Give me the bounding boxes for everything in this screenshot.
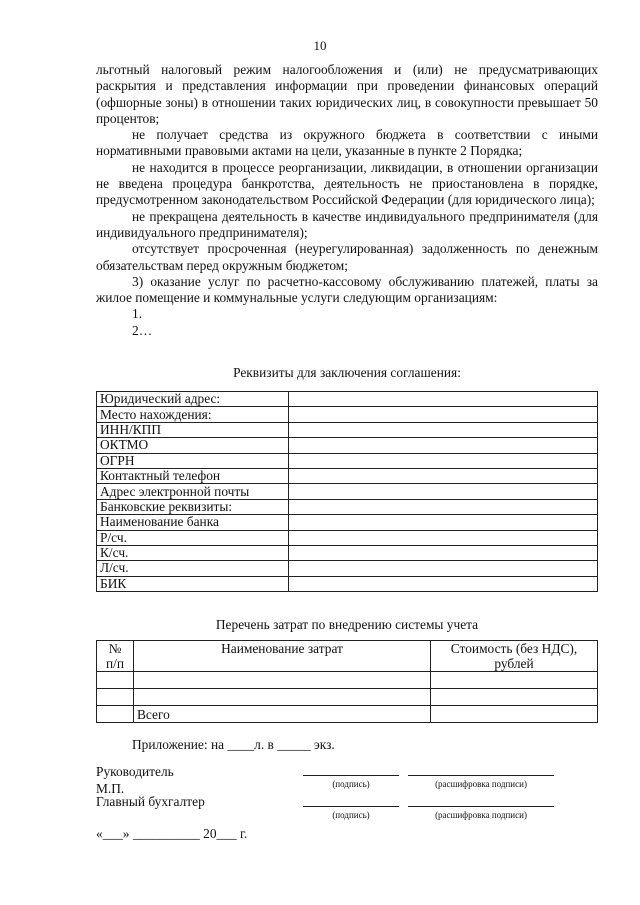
table-row — [97, 545, 598, 560]
table-row — [97, 576, 598, 591]
requisite-value — [289, 468, 598, 483]
head-signature-caption: (подпись) — [332, 779, 370, 789]
requisite-value — [289, 392, 598, 407]
table-row — [97, 672, 598, 689]
requisite-label: БИК — [97, 576, 289, 591]
total-row — [97, 706, 598, 723]
body-text — [96, 62, 598, 339]
requisite-value — [289, 453, 598, 468]
requisite-value — [289, 545, 598, 560]
paragraph-2: не получает средства из окружного бюджета в соответствии с иными нормативными правовыми актами на цели, указанные в пункте 2 Порядка; — [96, 127, 598, 159]
requisite-label: К/сч. — [97, 545, 289, 560]
paragraph-4: не прекращена деятельность в качестве индивидуального предпринимателя (для индивидуального предпринимателя); — [96, 208, 598, 240]
requisite-label: ИНН/КПП — [97, 422, 289, 437]
costs-title: Перечень затрат по внедрению системы учета — [215, 617, 479, 632]
accountant-label: Главный бухгалтер — [96, 794, 205, 809]
requisite-value — [289, 422, 598, 437]
list-item-1: 1. — [132, 306, 143, 322]
table-row — [97, 689, 598, 706]
cost-header-line1: Стоимость (без НДС), — [450, 641, 578, 656]
paragraph-6: 3) оказание услуг по расчетно-кассовому обслуживанию платежей, платы за жилое помещение и коммунальные услуги следующим организациям: — [96, 273, 598, 306]
requisite-label: Юридический адрес: — [97, 392, 289, 407]
head-label: Руководитель — [96, 764, 174, 779]
total-label: Всего — [134, 706, 431, 723]
table-row — [97, 530, 598, 545]
head-signature-line — [303, 775, 399, 776]
name-column-header: Наименование затрат — [134, 641, 431, 672]
requisite-label: Адрес электронной почты — [97, 484, 289, 499]
page-number: 10 — [313, 38, 327, 53]
num-header-line2: п/п — [105, 656, 125, 671]
requisite-value — [289, 530, 598, 545]
table-row — [97, 468, 598, 483]
requisite-label: Место нахождения: — [97, 407, 289, 422]
requisites-title: Реквизиты для заключения соглашения: — [233, 365, 461, 380]
cost-header-line2: рублей — [494, 656, 534, 671]
requisite-label: Банковские реквизиты: — [97, 499, 289, 514]
accountant-signature-caption: (подпись) — [332, 810, 370, 820]
table-row — [97, 484, 598, 499]
requisite-value — [289, 484, 598, 499]
requisite-value — [289, 407, 598, 422]
head-decoding-line — [408, 775, 554, 776]
cost-column-header — [431, 641, 598, 672]
requisite-value — [289, 438, 598, 453]
table-row — [97, 453, 598, 468]
requisite-label: ОКТМО — [97, 438, 289, 453]
list-item-2: 2… — [132, 322, 153, 338]
table-row — [97, 422, 598, 437]
accountant-decoding-caption: (расшифровка подписи) — [435, 810, 527, 820]
table-row — [97, 407, 598, 422]
requisite-value — [289, 499, 598, 514]
requisite-value — [289, 576, 598, 591]
requisite-value — [289, 561, 598, 576]
accountant-decoding-line — [408, 806, 554, 807]
table-row — [97, 561, 598, 576]
requisite-label: ОГРН — [97, 453, 289, 468]
requisite-label: Р/сч. — [97, 530, 289, 545]
paragraph-3: не находится в процессе реорганизации, ликвидации, в отношении организации не введена процедура банкротства, деятельность не приостановлена в порядке, предусмотренном законодательством Российской Федерации (для юридического лица); — [96, 159, 598, 208]
accountant-signature-line — [303, 806, 399, 807]
num-header-line1: № — [108, 641, 122, 656]
requisite-label: Л/сч. — [97, 561, 289, 576]
requisite-value — [289, 515, 598, 530]
num-column-header — [97, 641, 134, 672]
requisite-label: Наименование банка — [97, 515, 289, 530]
paragraph-1: льготный налоговый режим налогообложения и (или) не предусматривающих раскрытия и представления информации при проведении финансовых операций (офшорные зоны) в отношении таких юридических лиц, в совокупности превышает 50 процентов; — [96, 62, 598, 126]
appendix-line: Приложение: на ____л. в _____ экз. — [132, 737, 335, 752]
costs-table — [96, 640, 598, 723]
requisites-table — [96, 391, 598, 592]
stamp-label: М.П. — [96, 781, 125, 796]
table-row — [97, 392, 598, 407]
table-row — [97, 515, 598, 530]
requisite-label: Контактный телефон — [97, 468, 289, 483]
paragraph-5: отсутствует просроченная (неурегулированная) задолженность по денежным обязательствам перед окружным бюджетом; — [96, 241, 598, 273]
date-line: «___» __________ 20___ г. — [96, 826, 248, 841]
head-decoding-caption: (расшифровка подписи) — [435, 779, 527, 789]
table-row — [97, 438, 598, 453]
costs-header-row — [97, 641, 598, 672]
table-row — [97, 499, 598, 514]
